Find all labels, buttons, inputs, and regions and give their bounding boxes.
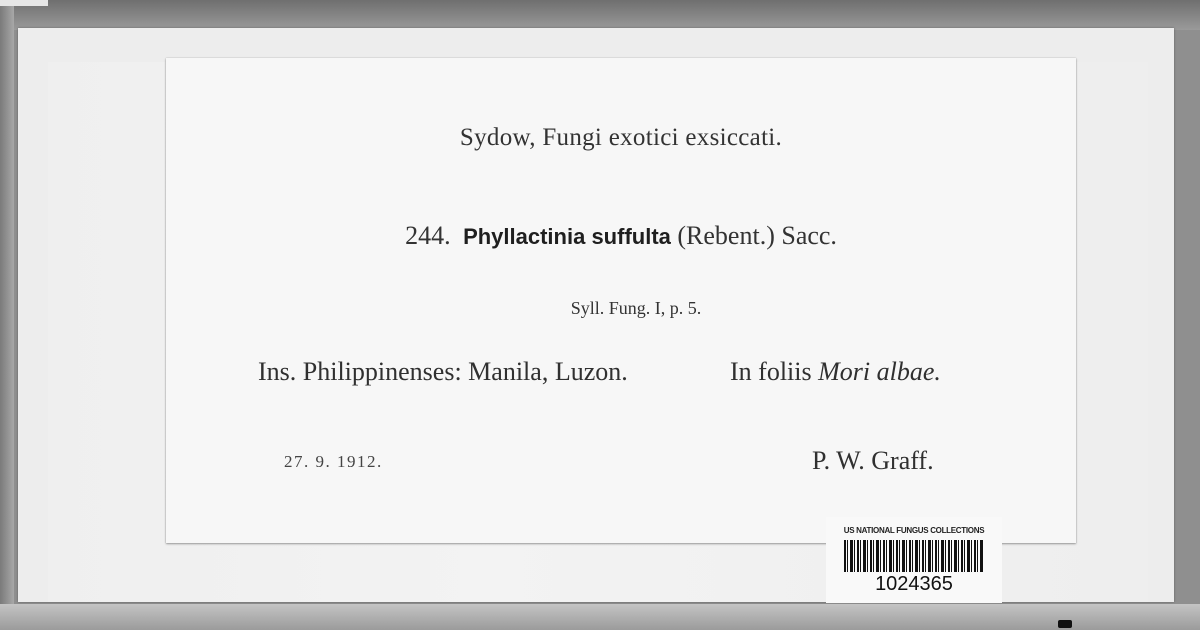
paper-scrap — [0, 0, 48, 6]
background-top — [0, 0, 1200, 30]
host-prefix: In foliis — [730, 357, 812, 386]
literature-reference-line — [166, 298, 1076, 319]
barcode-number: 1024365 — [875, 573, 953, 595]
specimen-label — [166, 58, 1076, 543]
collector: P. W. Graff. — [812, 446, 934, 475]
label-title: Sydow, Fungi exotici exsiccati. — [459, 124, 783, 151]
locality: Ins. Philippinenses: Manila, Luzon. — [258, 357, 628, 386]
barcode-label — [826, 517, 1002, 603]
species-name: Phyllactinia suffulta — [463, 224, 671, 249]
barcode-bars — [844, 540, 984, 572]
species-authority: (Rebent.) Sacc. — [677, 221, 837, 250]
debris-mark — [1058, 620, 1072, 628]
host-line — [730, 357, 941, 387]
species-line — [166, 221, 1076, 251]
literature-reference: Syll. Fung. I, p. 5. — [570, 298, 702, 318]
background-left-edge — [0, 0, 14, 630]
background-bottom — [0, 604, 1200, 630]
herbarium-sheet — [18, 28, 1174, 602]
exsiccata-number: 244. — [405, 221, 451, 250]
collection-date: 27. 9. 1912. — [284, 452, 383, 471]
host-name: Mori albae. — [818, 357, 941, 386]
barcode-header: US NATIONAL FUNGUS COLLECTIONS — [843, 526, 985, 535]
